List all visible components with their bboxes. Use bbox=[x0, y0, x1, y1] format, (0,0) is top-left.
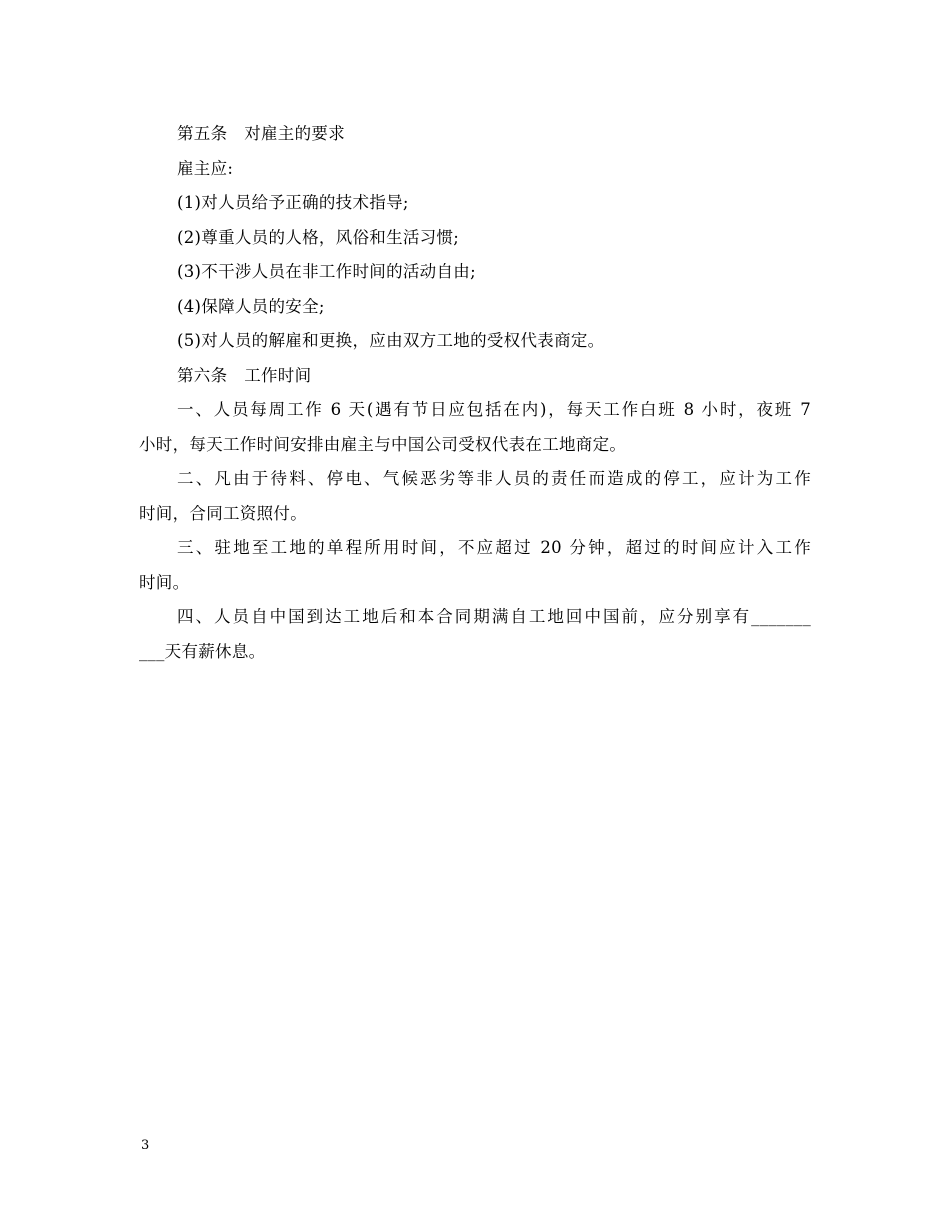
article-6-paragraph-4-line-2: ___天有薪休息。 bbox=[139, 641, 266, 661]
article-6-paragraph-2-line-1: 二、凡由于待料、停电、气候恶劣等非人员的责任而造成的停工，应计为工作 bbox=[177, 469, 811, 488]
article-5-item-1: (1)对人员给予正确的技术指导; bbox=[177, 193, 409, 212]
article-5-item-4: (4)保障人员的安全; bbox=[177, 296, 325, 316]
article-6-paragraph-1-line-1: 一、人员每周工作 6 天(遇有节日应包括在内)，每天工作白班 8 小时，夜班 7 bbox=[177, 400, 811, 419]
article-6-heading: 第六条 工作时间 bbox=[177, 365, 312, 385]
article-5-heading: 第五条 对雇主的要求 bbox=[177, 124, 345, 143]
article-5-item-2: (2)尊重人员的人格，风俗和生活习惯; bbox=[177, 227, 460, 247]
page-number: 3 bbox=[141, 1138, 150, 1153]
article-6-paragraph-2-line-2: 时间，合同工资照付。 bbox=[139, 503, 307, 523]
article-6-paragraph-3-line-1: 三、驻地至工地的单程所用时间，不应超过 20 分钟，超过的时间应计入工作 bbox=[177, 538, 811, 557]
document-body bbox=[139, 117, 811, 669]
article-5-item-5: (5)对人员的解雇和更换，应由双方工地的受权代表商定。 bbox=[177, 331, 605, 350]
article-5-intro: 雇主应: bbox=[177, 158, 234, 178]
article-6-paragraph-4-line-1: 四、人员自中国到达工地后和本合同期满自工地回中国前，应分别享有_______ bbox=[177, 607, 811, 626]
article-6-paragraph-3-line-2: 时间。 bbox=[139, 572, 190, 592]
article-5-item-3: (3)不干涉人员在非工作时间的活动自由; bbox=[177, 262, 476, 281]
article-6-paragraph-1-line-2: 小时，每天工作时间安排由雇主与中国公司受权代表在工地商定。 bbox=[139, 434, 627, 454]
